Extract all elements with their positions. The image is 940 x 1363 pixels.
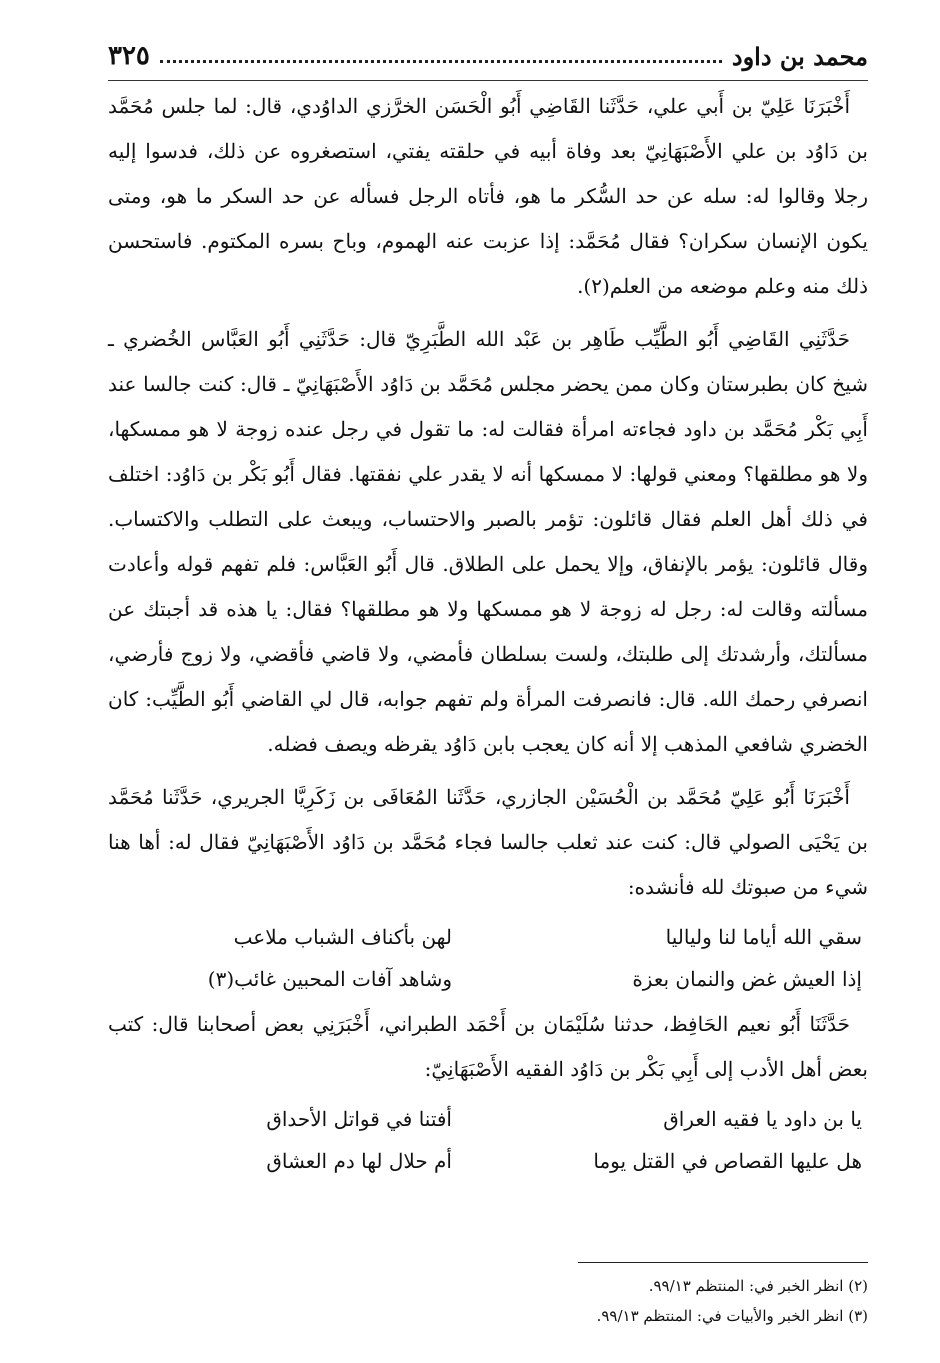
running-title: محمد بن داود <box>731 41 868 71</box>
poem-2-verse-1-first: يا بن داود يا فقيه العراق <box>663 1107 862 1131</box>
page-number: ٣٢٥ <box>108 41 150 71</box>
paragraph-4: حَدَّثَنَا أَبُو نعيم الحَافِظ، حدثنا سُلَيْمَان بن أَحْمَد الطبراني، أَخْبَرَنِي بعض أصحابنا قال: كتب بعض أهل الأدب إلى أَبِي بَكْر بن دَاوُد الفقيه الأَصْبَهَانِيّ: <box>108 1012 868 1081</box>
footnotes <box>108 1262 868 1331</box>
poem-1 <box>108 916 868 1000</box>
poem-2-verse-2-second: أم حلال لها دم العشاق <box>266 1149 452 1173</box>
poem-2-verse-2-first: هل عليها القصاص في القتل يوما <box>593 1149 862 1173</box>
header-dot-leader <box>160 50 722 63</box>
poem-2-verse-1-second: أفتنا في قواتل الأحداق <box>266 1107 452 1131</box>
main-text <box>108 84 868 1184</box>
poem-1-verse-1-first: سقي الله أياما لنا ولياليا <box>665 925 862 949</box>
paragraph-1: أَخْبَرَنَا عَلِيّ بن أَبي علي، حَدَّثَنا القَاضِي أَبُو الْحَسَن الخرَّزي الداوُدي، قال: لما جلس مُحَمَّد بن دَاوُد بن علي الأَصْبَهَانِيّ بعد وفاة أبيه في حلقته يفتي، استصغروه عن ذلك، فدسوا إليه رجلا وقالوا له: سله عن حد السُّكر ما هو، فأتاه الرجل فسأله عن حد السكر ما هو، ومتى يكون الإنسان سكران؟ فقال مُحَمَّد: إذا عزبت عنه الهموم، وباح بسره المكتوم. فاستحسن ذلك منه وعلم موضعه من العلم(٢). <box>108 94 868 298</box>
paragraph-2: حَدَّثَنِي القَاضِي أَبُو الطَّيِّب طَاهِر بن عَبْد الله الطَّبَرِيّ قال: حَدَّثَنِي أَبُو العَبَّاس الخُضري ـ شيخ كان بطبرستان وكان ممن يحضر مجلس مُحَمَّد بن دَاوُد الأَصْبَهَانِيّ ـ قال: كنت جالسا عند أَبِي بَكْر مُحَمَّد بن داود فجاءته امرأة فقالت له: ما تقول في رجل عنده زوجة لا هو ممسكها، ولا هو مطلقها؟ ومعني قولها: لا ممسكها أنه لا يقدر علي نفقتها. فقال أَبُو بَكْر بن دَاوُد: اختلف في ذلك أهل العلم فقال قائلون: تؤمر بالصبر والاحتساب، ويبعث على التطلب والاكتساب. وقال قائلون: يؤمر بالإنفاق، وإلا يحمل على الطلاق. قال أَبُو العَبَّاس: فلم تفهم قوله وأعادت مسألته وقالت له: رجل له زوجة لا هو ممسكها ولا هو مطلقها؟ فقال: يا هذه قد أجبتك عن مسألتك، وأرشدتك إلى طلبتك، ولست بسلطان فأمضي، ولا قاضي فأقضي، ولا زوج فأرضي، انصرفي رحمك الله. قال: فانصرفت المرأة ولم تفهم جوابه، قال لي القاضي أَبُو الطَّيِّب: كان الخضري شافعي المذهب إلا أنه كان يعجب بابن دَاوُد يقرظه ويصف فضله. <box>108 327 868 756</box>
poem-1-verse-2-first: إذا العيش غض والنمان بعزة <box>632 967 862 991</box>
paragraph-3: أَخْبَرَنَا أَبُو عَلِيّ مُحَمَّد بن الْحُسَيْن الجازري، حَدَّثَنا المُعَافَى بن زَكَرِيَّا الجريري، حَدَّثَنا مُحَمَّد بن يَحْيَى الصولي قال: كنت عند ثعلب جالسا فجاء مُحَمَّد بن دَاوُد الأَصْبَهَانِيّ فقال له: أها هنا شيء من صبوتك لله فأنشده: <box>108 785 868 899</box>
footnote-rule <box>578 1262 868 1263</box>
poem-1-verse-2-second: وشاهد آفات المحبين غائب(٣) <box>207 967 452 991</box>
page-header <box>108 32 868 81</box>
poem-2 <box>108 1098 868 1182</box>
footnote-2: (٢) انظر الخبر في: المنتظم ٩٩/١٣. <box>648 1277 868 1295</box>
poem-1-verse-1-second: لهن بأكناف الشباب ملاعب <box>233 925 452 949</box>
footnote-3: (٣) انظر الخبر والأبيات في: المنتظم ٩٩/١٣. <box>596 1307 868 1325</box>
